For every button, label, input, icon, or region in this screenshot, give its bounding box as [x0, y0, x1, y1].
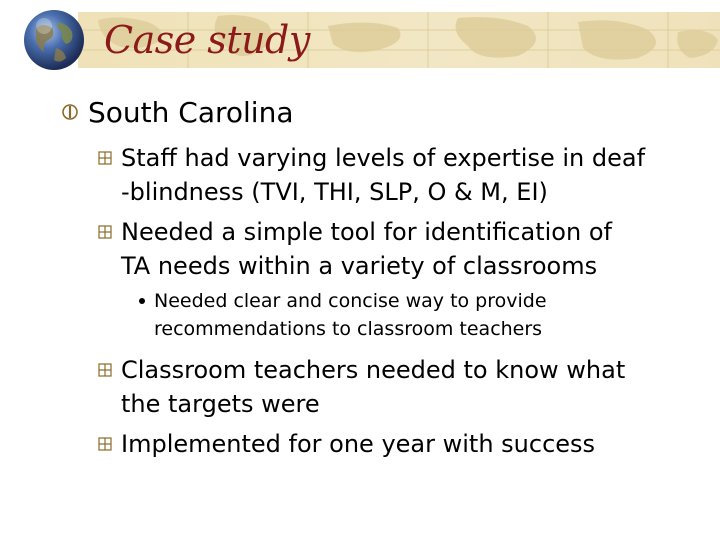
item-bullet-icon — [98, 225, 112, 239]
item-1-line-1: Staff had varying levels of expertise in deaf — [121, 144, 646, 172]
slide-title: Case study — [104, 18, 310, 62]
sub-item-line-1: Needed clear and concise way to provide — [154, 290, 547, 312]
item-3-line-1: Classroom teachers needed to know what — [121, 356, 626, 384]
item-3-line-2: the targets were — [121, 390, 320, 418]
item-4-line-1: Implemented for one year with success — [121, 430, 596, 458]
item-bullet-icon — [98, 363, 112, 377]
level1-text: South Carolina — [88, 96, 294, 129]
item-bullet-icon — [98, 151, 112, 165]
item-2-line-2: TA needs within a variety of classrooms — [121, 252, 598, 280]
sub-item-line-2: recommendations to classroom teachers — [154, 318, 543, 340]
level1-bullet-icon — [62, 104, 78, 120]
item-1-line-2: -blindness (TVI, THI, SLP, O & M, EI) — [121, 178, 548, 206]
item-2-line-1: Needed a simple tool for identification of — [121, 218, 612, 246]
item-bullet-icon — [98, 437, 112, 451]
sub-item-bullet-icon — [139, 298, 145, 304]
globe-icon — [22, 8, 86, 72]
